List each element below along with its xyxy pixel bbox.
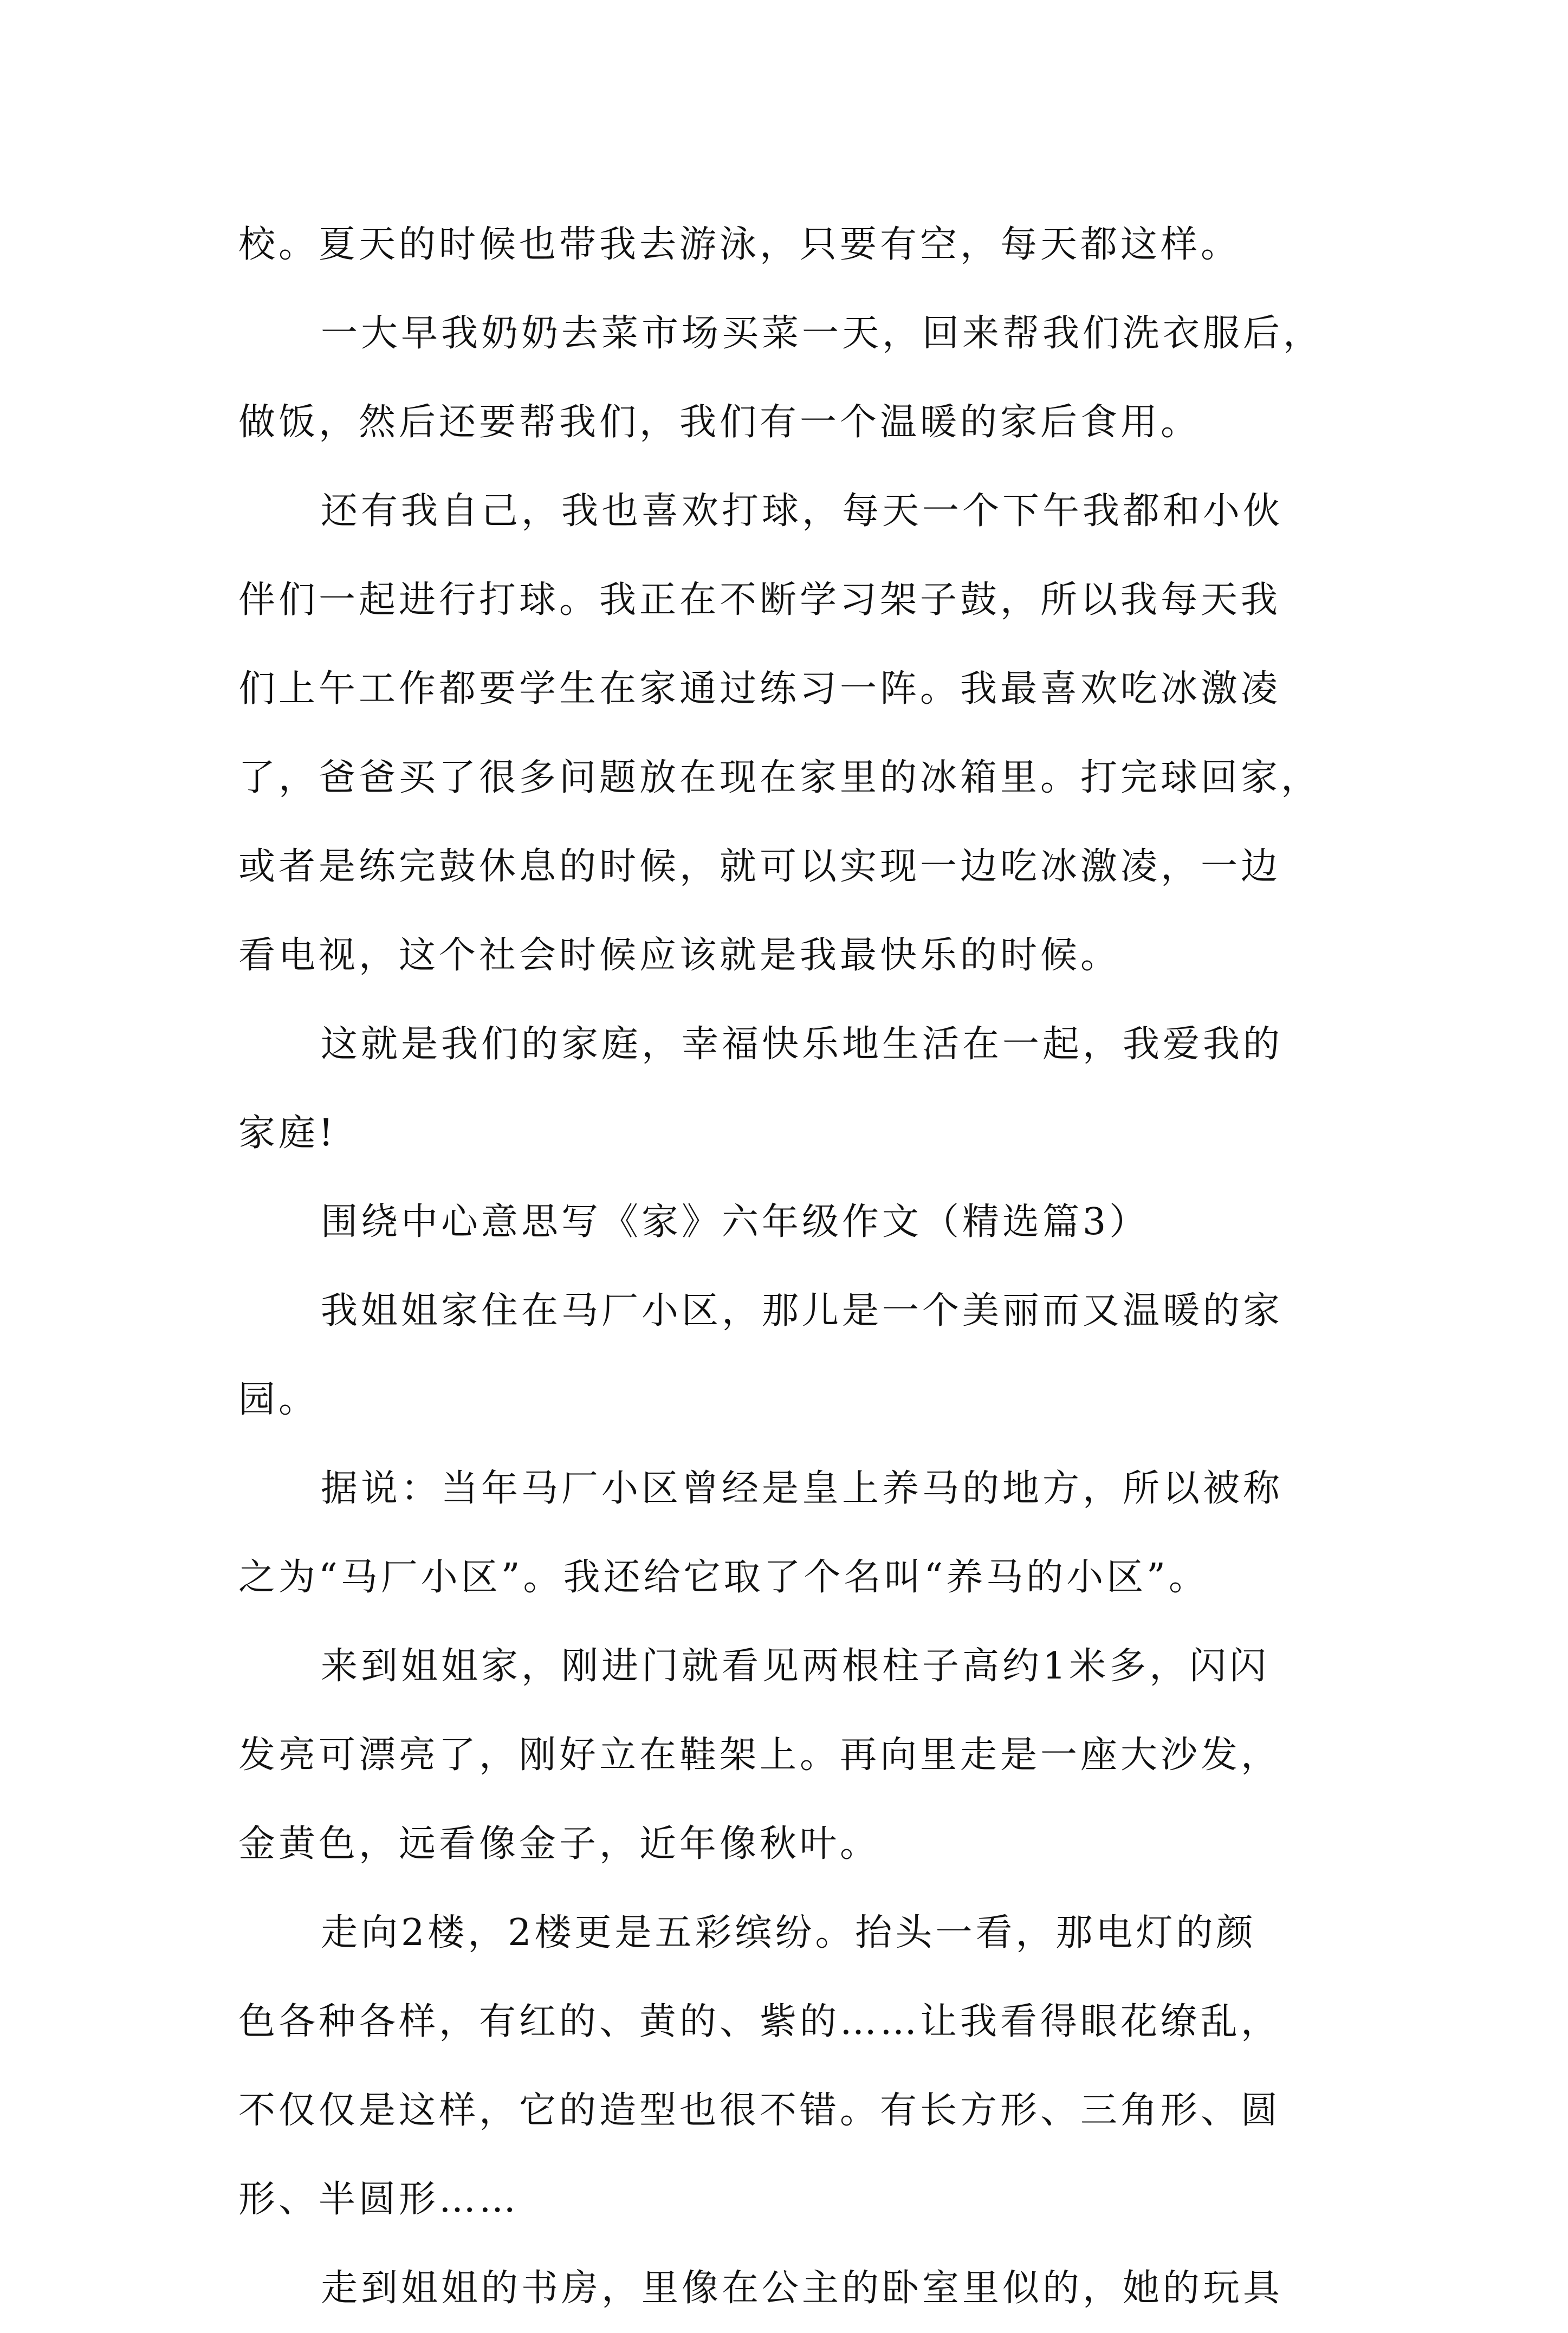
- text-line: 来到姐姐家，刚进门就看见两根柱子高约1米多，闪闪: [321, 1645, 1270, 1688]
- text-line: 做饭，然后还要帮我们，我们有一个温暖的家后食用。: [238, 401, 1201, 444]
- text-line: 看电视，这个社会时候应该就是我最快乐的时候。: [238, 934, 1121, 977]
- text-line: 们上午工作都要学生在家通过练习一阵。我最喜欢吃冰激凌: [238, 668, 1281, 710]
- text-line: 还有我自己，我也喜欢打球，每天一个下午我都和小伙: [321, 490, 1284, 533]
- text-line: 发亮可漂亮了，刚好立在鞋架上。再向里走是一座大沙发，: [238, 1734, 1281, 1777]
- text-line: 家庭!: [238, 1112, 337, 1155]
- text-line: 校。夏天的时候也带我去游泳，只要有空，每天都这样。: [238, 223, 1241, 266]
- text-line: 不仅仅是这样，它的造型也很不错。有长方形、三角形、圆: [238, 2089, 1281, 2132]
- text-line: 色各种各样，有红的、黄的、紫的……让我看得眼花缭乱，: [238, 2000, 1281, 2043]
- text-line: 了，爸爸买了很多问题放在现在家里的冰箱里。打完球回家，: [238, 756, 1321, 799]
- text-line: 这就是我们的家庭，幸福快乐地生活在一起，我爱我的: [321, 1023, 1284, 1066]
- text-line: 据说：当年马厂小区曾经是皇上养马的地方，所以被称: [321, 1467, 1284, 1510]
- text-line: 或者是练完鼓休息的时候，就可以实现一边吃冰激凌，一边: [238, 845, 1281, 888]
- body-text: [238, 200, 1333, 2333]
- text-line: 走到姐姐的书房，里像在公主的卧室里似的，她的玩具: [321, 2267, 1284, 2310]
- text-line: 金黄色，远看像金子，近年像秋叶。: [238, 1823, 880, 1865]
- text-line: 走向2楼，2楼更是五彩缤纷。抬头一看，那电灯的颜: [321, 1911, 1256, 1954]
- text-line: 之为“马厂小区”。我还给它取了个名叫“养马的小区”。: [238, 1556, 1209, 1599]
- text-line: 园。: [238, 1378, 319, 1421]
- text-line: 我姐姐家住在马厂小区，那儿是一个美丽而又温暖的家: [321, 1289, 1284, 1332]
- text-line: 一大早我奶奶去菜市场买菜一天，回来帮我们洗衣服后，: [321, 312, 1324, 355]
- text-line: 伴们一起进行打球。我正在不断学习架子鼓，所以我每天我: [238, 579, 1281, 621]
- text-line: 形、半圆形……: [238, 2178, 520, 2221]
- section-heading: 围绕中心意思写《家》六年级作文（精选篇3）: [321, 1201, 1150, 1243]
